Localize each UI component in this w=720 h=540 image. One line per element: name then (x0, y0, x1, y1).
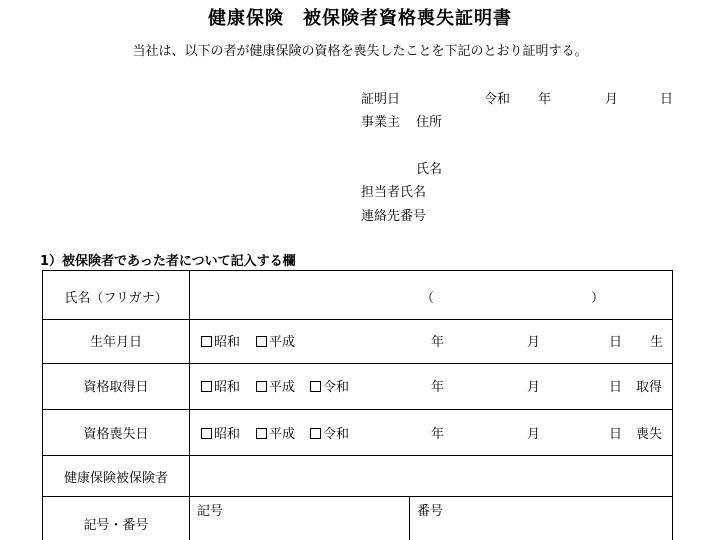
insured-label: 健康保険被保険者 (63, 471, 168, 486)
birth-day-unit: 日 (609, 335, 623, 350)
era-showa-text: 昭和 (214, 380, 241, 395)
row-divider (43, 455, 672, 456)
insured-info-table (42, 270, 673, 540)
row-divider (43, 409, 672, 410)
lost-heisei-option[interactable] (256, 423, 295, 442)
symbol-number-label: 記号・番号 (83, 518, 149, 533)
acquired-showa-option[interactable] (201, 376, 240, 395)
lost-month-unit: 月 (527, 427, 541, 442)
number-sublabel: 番号 (417, 504, 444, 519)
checkbox-icon[interactable] (201, 428, 212, 439)
era-heisei-text: 平成 (269, 380, 296, 395)
contact-number-label: 連絡先番号 (361, 209, 427, 224)
lost-showa-option[interactable] (201, 423, 240, 442)
checkbox-icon[interactable] (256, 381, 267, 392)
checkbox-icon[interactable] (310, 381, 321, 392)
row-divider (43, 319, 672, 320)
name-label: 氏名（フリガナ） (64, 291, 168, 306)
row-divider (43, 363, 672, 364)
birth-year-unit: 年 (431, 335, 445, 350)
checkbox-icon[interactable] (256, 336, 267, 347)
cert-date-month: 月 (605, 92, 619, 107)
checkbox-icon[interactable] (310, 428, 321, 439)
lost-year-unit: 年 (431, 427, 445, 442)
address-label: 住所 (416, 115, 443, 130)
birth-heisei-option[interactable] (256, 331, 295, 350)
acquired-day-unit: 日 (609, 380, 623, 395)
era-heisei-text: 平成 (269, 427, 296, 442)
paren-close: ） (591, 291, 605, 306)
birth-date-label: 生年月日 (89, 335, 142, 350)
acquired-reiwa-option[interactable] (310, 376, 349, 395)
symbol-sublabel: 記号 (197, 504, 224, 519)
lost-date-label: 資格喪失日 (83, 427, 149, 442)
acquired-date-label: 資格取得日 (83, 380, 149, 395)
cert-date-label: 証明日 (361, 92, 401, 107)
row-divider (43, 496, 672, 497)
paren-open: （ (421, 291, 435, 306)
birth-month-unit: 月 (527, 335, 541, 350)
section-heading: 1）被保険者であった者について記入する欄 (40, 254, 296, 269)
intro-text: 当社は、以下の者が健康保険の資格を喪失したことを下記のとおり証明する。 (132, 44, 588, 59)
era-reiwa-text: 令和 (323, 427, 350, 442)
cert-date-era: 令和 (484, 92, 511, 107)
column-divider (409, 496, 410, 540)
acquired-heisei-option[interactable] (256, 376, 295, 395)
checkbox-icon[interactable] (201, 336, 212, 347)
name-field[interactable] (190, 272, 673, 318)
lost-reiwa-option[interactable] (310, 423, 349, 442)
checkbox-icon[interactable] (256, 428, 267, 439)
contact-person-label: 担当者氏名 (361, 185, 427, 200)
checkbox-icon[interactable] (201, 381, 212, 392)
birth-showa-option[interactable] (201, 331, 240, 350)
era-heisei-text: 平成 (269, 335, 296, 350)
acquired-month-unit: 月 (527, 380, 541, 395)
lost-day-unit: 日 (609, 427, 623, 442)
acquired-year-unit: 年 (431, 380, 445, 395)
era-reiwa-text: 令和 (323, 380, 350, 395)
era-showa-text: 昭和 (214, 427, 241, 442)
employer-label: 事業主 (361, 115, 401, 130)
employer-name-label: 氏名 (416, 162, 443, 177)
lost-suffix: 喪失 (636, 427, 663, 442)
acquired-suffix: 取得 (636, 380, 663, 395)
document-title: 健康保険 被保険者資格喪失証明書 (208, 8, 512, 29)
cert-date-year: 年 (538, 92, 552, 107)
era-showa-text: 昭和 (214, 335, 241, 350)
cert-date-day: 日 (660, 92, 674, 107)
birth-suffix: 生 (650, 335, 664, 350)
